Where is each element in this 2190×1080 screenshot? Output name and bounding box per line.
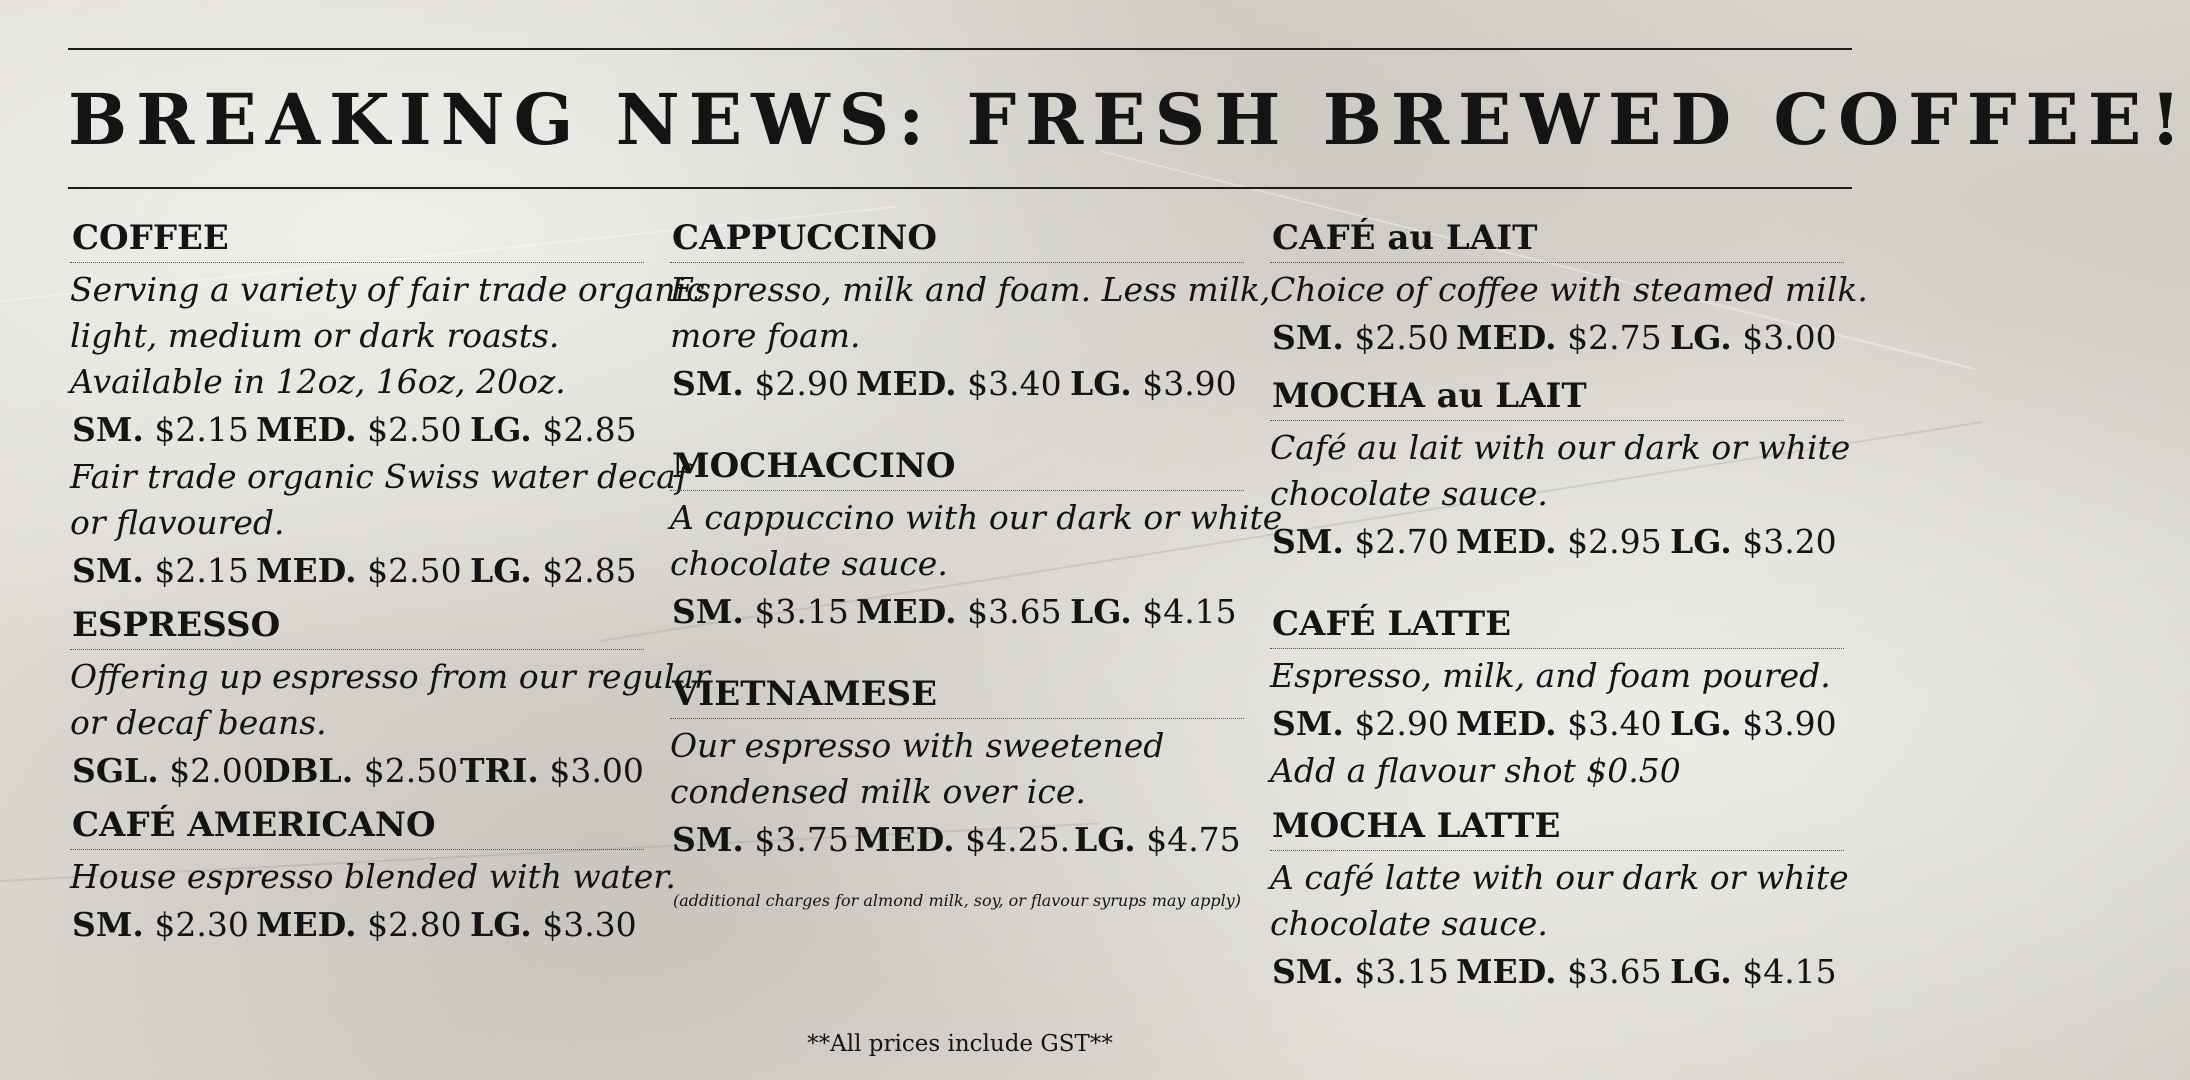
price-small: SM. $2.90 [672, 364, 849, 403]
price-row [70, 405, 644, 454]
section-description [70, 654, 710, 746]
price-small: SM. $2.50 [1272, 318, 1449, 357]
price-large: LG. $2.85 [470, 551, 637, 590]
price-medium: MED. $3.40 [1456, 704, 1662, 743]
price-large: LG. $4.75 [1074, 820, 1241, 859]
price-small: SM. $2.90 [1272, 704, 1449, 743]
description-line: light, medium or dark roasts. [70, 316, 560, 355]
section-description [70, 854, 676, 900]
price-medium: MED. $2.80 [256, 905, 462, 944]
price-large: LG. $3.90 [1670, 704, 1837, 743]
price-large: LG. $2.85 [470, 410, 637, 449]
price-row [1270, 313, 1844, 362]
description-line: chocolate sauce. [1270, 904, 1548, 943]
price-large: LG. $4.15 [1670, 952, 1837, 991]
price-large: LG. $4.15 [1070, 592, 1237, 631]
section-mochaccino [670, 446, 1283, 636]
price-medium: MED. $4.25. [854, 820, 1071, 859]
header-rule-bottom [68, 187, 1852, 189]
price-small: SM. $3.15 [672, 592, 849, 631]
price-row [1270, 517, 1844, 566]
section-description [670, 267, 1271, 359]
price-medium: MED. $2.50 [256, 410, 462, 449]
description-line: or flavoured. [70, 503, 285, 542]
section-title: COFFEE [70, 218, 644, 263]
section-cafe-americano [70, 805, 676, 949]
headline: BREAKING NEWS: FRESH BREWED COFFEE! [68, 78, 2190, 161]
price-row [1270, 947, 1844, 996]
price-medium: MED. $2.75 [1456, 318, 1662, 357]
section-espresso [70, 605, 710, 795]
description-line: Fair trade organic Swiss water decaf [70, 457, 688, 496]
price-row [670, 359, 1244, 408]
price-row [70, 746, 644, 795]
price-row [70, 900, 644, 949]
section-title: MOCHA LATTE [1270, 806, 1844, 851]
menu-column-1 [70, 218, 710, 949]
section-cappuccino [670, 218, 1271, 408]
price-small: SM. $2.70 [1272, 522, 1449, 561]
price-row [670, 587, 1244, 636]
section-mocha-au-lait [1270, 376, 1851, 566]
description-line: more foam. [670, 316, 861, 355]
price-medium: MED. $2.95 [1456, 522, 1662, 561]
description-line: A cappuccino with our dark or white [670, 498, 1283, 537]
header-rule-top [68, 48, 1852, 50]
price-small: SM. $2.15 [72, 551, 249, 590]
section-title: ESPRESSO [70, 605, 644, 650]
price-medium: MED. $2.50 [256, 551, 462, 590]
price-single: SGL. $2.00 [72, 751, 264, 790]
section-description [1270, 653, 1844, 699]
section-cafe-latte [1270, 604, 1844, 794]
section-description [670, 495, 1283, 587]
menu-column-3 [1270, 218, 1868, 996]
price-small: SM. $3.75 [672, 820, 849, 859]
section-description [1270, 855, 1849, 947]
section-description [670, 723, 1244, 815]
description-line: Offering up espresso from our regular [70, 657, 710, 696]
section-title: CAFÉ AMERICANO [70, 805, 644, 850]
section-title: CAFÉ au LAIT [1270, 218, 1844, 263]
section-title: MOCHA au LAIT [1270, 376, 1844, 421]
price-large: LG. $3.20 [1670, 522, 1837, 561]
price-row [670, 815, 1244, 864]
description-line: chocolate sauce. [670, 544, 948, 583]
price-medium: MED. $3.40 [856, 364, 1062, 403]
price-double: DBL. $2.50 [262, 751, 459, 790]
price-row [1270, 699, 1844, 748]
description-line: Our espresso with sweetened [670, 726, 1165, 765]
description-line: Espresso, milk and foam. Less milk, [670, 270, 1271, 309]
section-description [70, 267, 705, 405]
description-line: Espresso, milk, and foam poured. [1270, 656, 1831, 695]
price-small: SM. $2.15 [72, 410, 249, 449]
description-line: Café au lait with our dark or white [1270, 428, 1851, 467]
section-title: CAFÉ LATTE [1270, 604, 1844, 649]
price-medium: MED. $3.65 [856, 592, 1062, 631]
price-row [70, 546, 644, 595]
section-vietnamese [670, 674, 1244, 912]
description-line: condensed milk over ice. [670, 772, 1086, 811]
price-triple: TRI. $3.00 [460, 751, 644, 790]
price-medium: MED. $3.65 [1456, 952, 1662, 991]
additional-charges-note: (additional charges for almond milk, soy, or flavour syrups may apply) [673, 891, 1241, 910]
price-small: SM. $2.30 [72, 905, 249, 944]
description-line: Serving a variety of fair trade organic [70, 270, 705, 309]
description-line: Available in 12oz, 16oz, 20oz. [70, 362, 566, 401]
price-large: LG. $3.00 [1670, 318, 1837, 357]
section-title: VIETNAMESE [670, 674, 1244, 719]
flavour-shot-note: Add a flavour shot $0.50 [1270, 751, 1681, 790]
section-title: CAPPUCCINO [670, 218, 1244, 263]
price-large: LG. $3.30 [470, 905, 637, 944]
section-cafe-au-lait [1270, 218, 1868, 362]
price-small: SM. $3.15 [1272, 952, 1449, 991]
description-line: House espresso blended with water. [70, 857, 676, 896]
description-line: or decaf beans. [70, 703, 327, 742]
section-mocha-latte [1270, 806, 1849, 996]
section-description [1270, 267, 1868, 313]
section-title: MOCHACCINO [670, 446, 1244, 491]
section-description [1270, 425, 1851, 517]
description-line: A café latte with our dark or white [1270, 858, 1849, 897]
description-line: chocolate sauce. [1270, 474, 1548, 513]
price-large: LG. $3.90 [1070, 364, 1237, 403]
description-line: Choice of coffee with steamed milk. [1270, 270, 1868, 309]
menu-column-2 [670, 218, 1283, 912]
gst-footer-note: **All prices include GST** [807, 1031, 1113, 1057]
section-coffee [70, 218, 705, 595]
section-description-decaf [70, 454, 688, 546]
